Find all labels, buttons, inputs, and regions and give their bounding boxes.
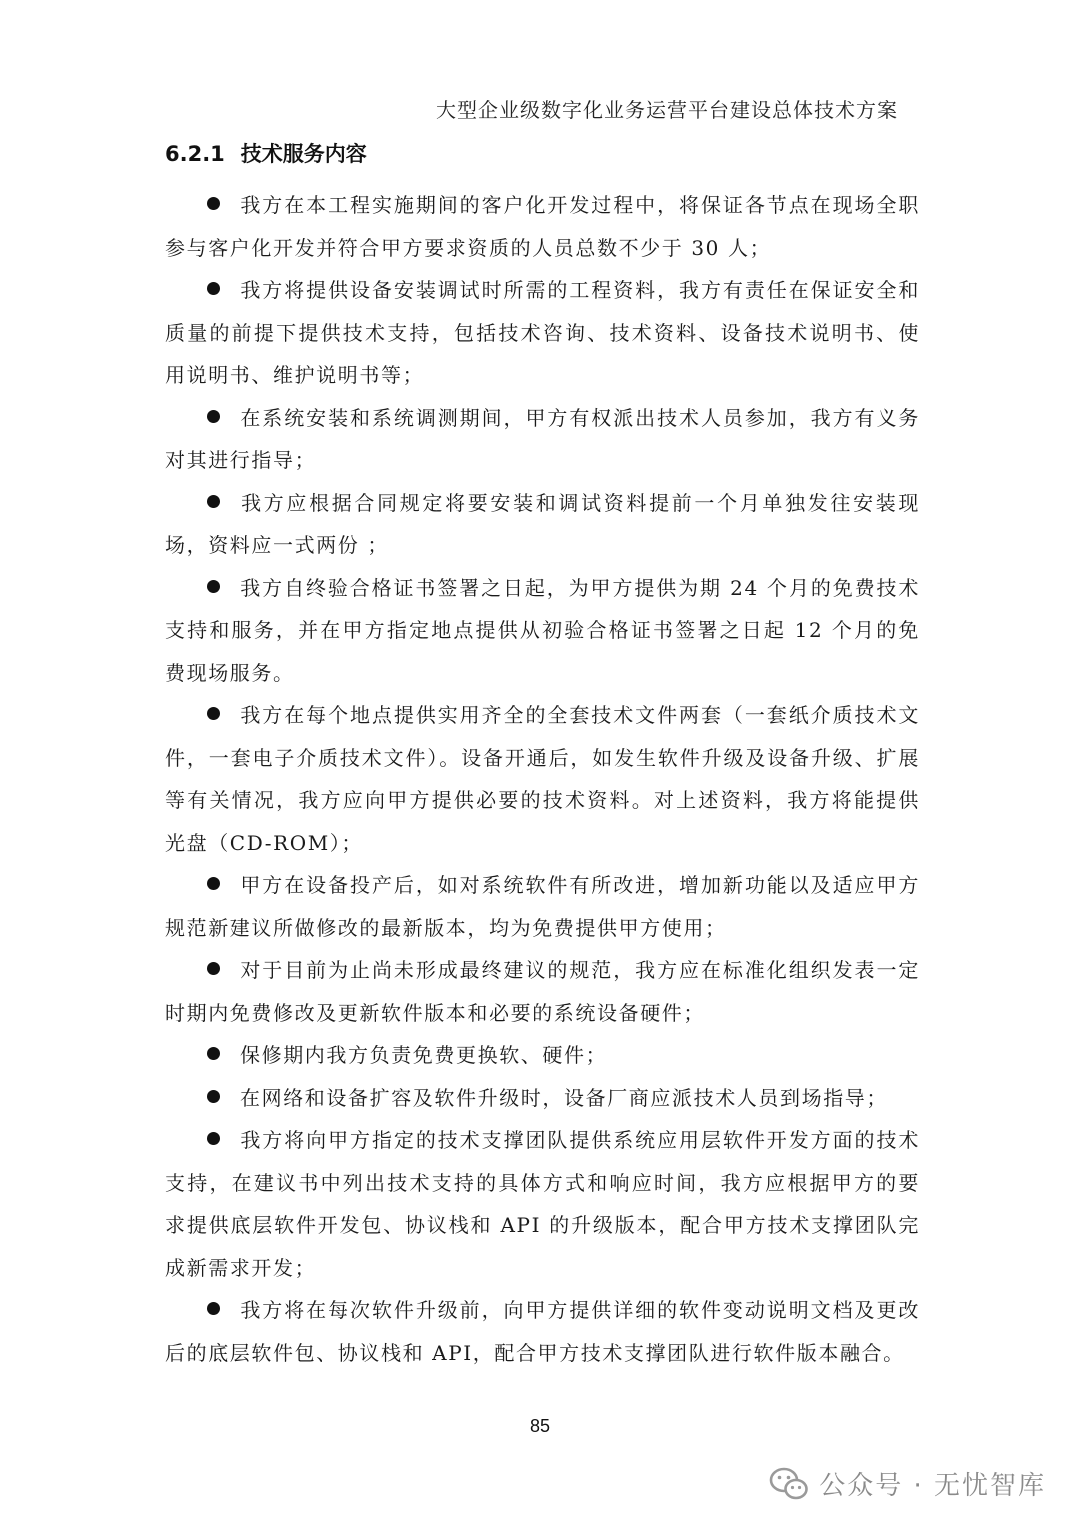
bullet-icon [207,1302,220,1315]
watermark-text: 公众号 · 无忧智库 [819,1471,1046,1501]
list-item-text: 甲方在设备投产后，如对系统软件有所改进，增加新功能以及适应甲方规范新建议所做修改的最新版本，均为免费提供甲方使用； [165,873,920,940]
list-item-text: 保修期内我方负责免费更换软、硬件； [240,1043,608,1067]
bullet-icon [207,1090,220,1103]
bullet-icon [207,1132,220,1145]
list-item [165,1034,920,1077]
list-item [165,1289,920,1374]
list-item-text: 我方将在每次软件升级前，向甲方提供详细的软件变动说明文档及更改后的底层软件包、协议栈和 API，配合甲方技术支撑团队进行软件版本融合。 [165,1298,920,1365]
list-item [165,1119,920,1289]
list-item [165,269,920,397]
bullet-list [165,184,920,1374]
bullet-icon [207,1047,220,1060]
list-item-text: 我方将向甲方指定的技术支撑团队提供系统应用层软件开发方面的技术支持，在建议书中列出技术支持的具体方式和响应时间，我方应根据甲方的要求提供底层软件开发包、协议栈和 API 的升级版本，配合甲方技术支撑团队完成新需求开发； [165,1128,920,1280]
section-number: 6.2.1 [165,142,225,166]
list-item [165,864,920,949]
list-item [165,949,920,1034]
list-item-text: 在系统安装和系统调测期间，甲方有权派出技术人员参加，我方有义务对其进行指导； [165,405,920,472]
bullet-icon [207,282,220,295]
list-item [165,567,920,695]
bullet-icon [207,707,220,720]
list-item-text: 我方在本工程实施期间的客户化开发过程中，将保证各节点在现场全职参与客户化开发并符合甲方要求资质的人员总数不少于 30 人； [165,193,920,260]
list-item [165,184,920,269]
list-item [165,482,920,567]
list-item-text: 我方将提供设备安装调试时所需的工程资料，我方有责任在保证安全和质量的前提下提供技术支持，包括技术咨询、技术资料、设备技术说明书、使用说明书、维护说明书等； [165,278,920,387]
bullet-icon [207,410,220,423]
list-item-text: 我方在每个地点提供实用齐全的全套技术文件两套（一套纸介质技术文件，一套电子介质技术文件）。设备开通后，如发生软件升级及设备升级、扩展等有关情况，我方应向甲方提供必要的技术资料。对上述资料，我方将能提供光盘（CD-ROM）； [165,703,920,855]
list-item [165,397,920,482]
list-item-text: 在网络和设备扩容及软件升级时，设备厂商应派技术人员到场指导； [240,1085,888,1110]
page-number: 85 [529,1416,551,1436]
list-item-text: 我方应根据合同规定将要安装和调试资料提前一个月单独发往安装现场，资料应一式两份 ； [165,490,920,557]
wechat-icon [769,1467,809,1501]
bullet-icon [207,962,220,975]
running-header: 大型企业级数字化业务运营平台建设总体技术方案 [436,98,898,122]
bullet-icon [207,580,220,593]
bullet-icon [207,197,220,210]
section-title: 技术服务内容 [240,142,367,166]
list-item-text: 对于目前为止尚未形成最终建议的规范，我方应在标准化组织发表一定时期内免费修改及更新软件版本和必要的系统设备硬件； [165,958,920,1025]
list-item [165,694,920,864]
list-item-text: 我方自终验合格证书签署之日起，为甲方提供为期 24 个月的免费技术支持和服务，并在甲方指定地点提供从初验合格证书签署之日起 12 个月的免费现场服务。 [165,575,920,685]
list-item [165,1077,920,1120]
watermark [769,1465,1046,1502]
bullet-icon [207,877,220,890]
section-heading [165,138,367,168]
bullet-icon [207,495,220,508]
